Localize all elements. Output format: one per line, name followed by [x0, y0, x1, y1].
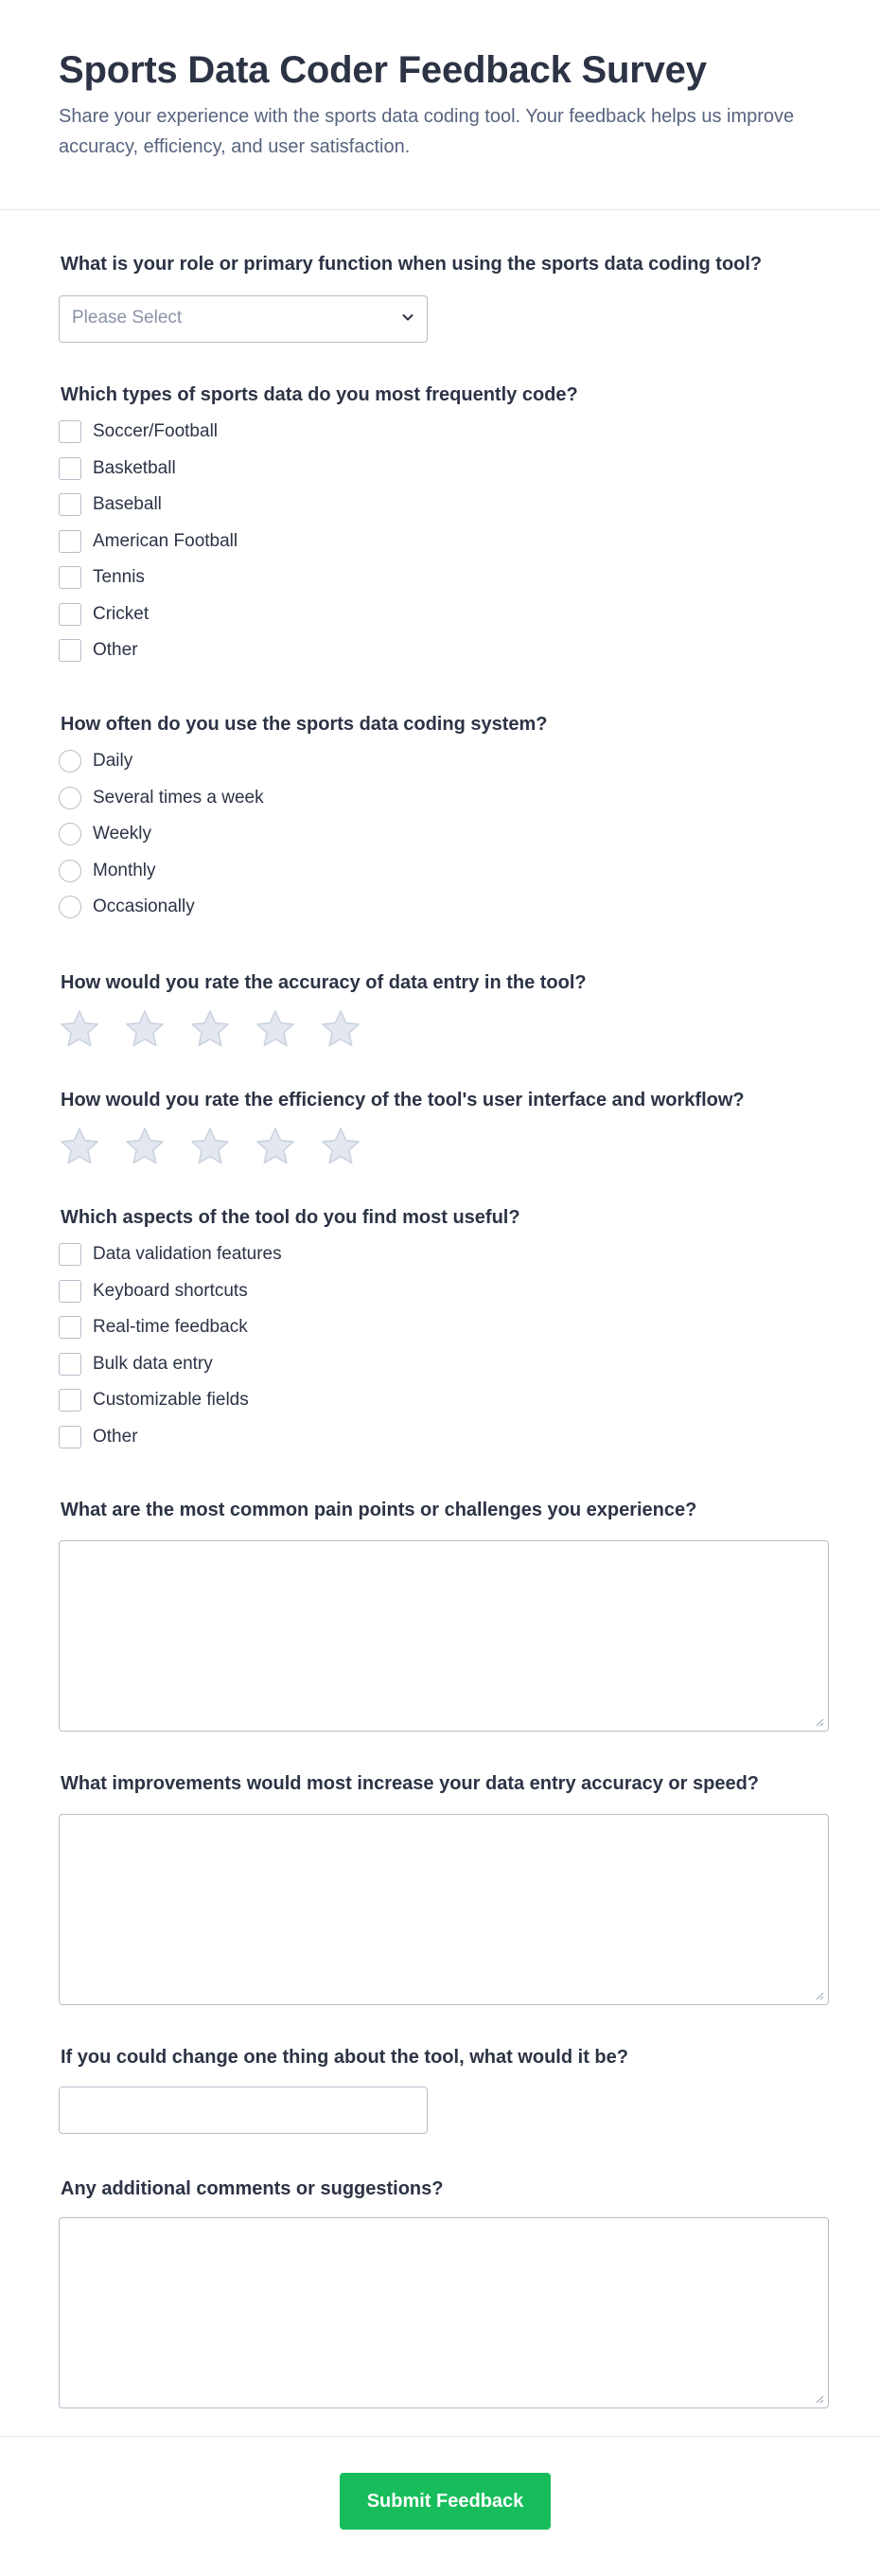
star-icon[interactable]	[124, 1008, 166, 1050]
radio-button[interactable]	[59, 823, 81, 845]
option-label: Occasionally	[93, 897, 195, 916]
sport-option[interactable]	[59, 529, 238, 554]
sport-option[interactable]	[59, 492, 162, 517]
option-label: Baseball	[93, 494, 162, 514]
option-label: Several times a week	[93, 787, 264, 808]
resize-grip-icon[interactable]	[815, 2394, 824, 2404]
star-icon[interactable]	[59, 1008, 100, 1050]
question-label: How would you rate the efficiency of the tool's user interface and workflow?	[61, 1090, 745, 1110]
option-label: Basketball	[93, 457, 176, 478]
radio-button[interactable]	[59, 896, 81, 918]
role-select[interactable]	[59, 295, 428, 343]
option-label: Monthly	[93, 860, 156, 880]
checkbox[interactable]	[59, 1389, 81, 1412]
option-label: Tennis	[93, 567, 145, 587]
checkbox[interactable]	[59, 1243, 81, 1266]
checkbox[interactable]	[59, 493, 81, 516]
checkbox[interactable]	[59, 603, 81, 626]
frequency-option[interactable]	[59, 749, 132, 773]
option-label: American Football	[93, 530, 238, 551]
star-icon[interactable]	[320, 1008, 361, 1050]
question-improvements	[59, 1773, 829, 1795]
question-sports	[59, 384, 829, 660]
option-label: Keyboard shortcuts	[93, 1280, 248, 1301]
star-icon[interactable]	[59, 1126, 100, 1167]
checkbox[interactable]	[59, 1426, 81, 1448]
aspect-option[interactable]	[59, 1279, 248, 1304]
question-accuracy	[59, 972, 829, 994]
question-label: Any additional comments or suggestions?	[61, 2178, 444, 2199]
checkbox[interactable]	[59, 566, 81, 589]
footer-divider	[0, 2436, 880, 2437]
frequency-option[interactable]	[59, 786, 264, 810]
option-label: Soccer/Football	[93, 421, 219, 441]
question-change-one-thing	[59, 2047, 829, 2069]
frequency-option[interactable]	[59, 822, 151, 846]
question-label: Which aspects of the tool do you find most useful?	[61, 1207, 520, 1228]
question-frequency	[59, 714, 829, 916]
frequency-option[interactable]	[59, 895, 195, 919]
checkbox[interactable]	[59, 420, 81, 443]
resize-grip-icon[interactable]	[815, 1717, 824, 1727]
question-aspects	[59, 1207, 829, 1447]
improvements-textarea[interactable]	[59, 1814, 829, 2005]
option-label: Bulk data entry	[93, 1353, 213, 1374]
question-additional-comments	[59, 2178, 829, 2200]
option-label: Other	[93, 1426, 138, 1447]
survey-header	[0, 0, 880, 210]
sport-option[interactable]	[59, 602, 149, 627]
radio-button[interactable]	[59, 750, 81, 773]
option-label: Other	[93, 640, 138, 660]
pain-points-textarea[interactable]	[59, 1540, 829, 1732]
aspect-option[interactable]	[59, 1242, 282, 1267]
question-efficiency	[59, 1090, 829, 1111]
question-role	[59, 254, 829, 328]
aspect-option[interactable]	[59, 1388, 249, 1412]
sport-option[interactable]	[59, 638, 138, 663]
checkbox[interactable]	[59, 1316, 81, 1339]
radio-button[interactable]	[59, 787, 81, 809]
star-icon[interactable]	[189, 1126, 231, 1167]
resize-grip-icon[interactable]	[815, 1991, 824, 2000]
radio-button[interactable]	[59, 860, 81, 882]
comments-textarea[interactable]	[59, 2217, 829, 2408]
option-label: Real-time feedback	[93, 1317, 248, 1337]
chevron-down-icon	[400, 310, 415, 325]
sport-option[interactable]	[59, 456, 176, 481]
star-icon[interactable]	[189, 1008, 231, 1050]
page-subtitle: Share your experience with the sports data coding tool. Your feedback helps us improve accuracy, efficiency, and user satisfaction.	[59, 106, 795, 157]
question-label: What are the most common pain points or challenges you experience?	[61, 1500, 697, 1520]
aspect-option[interactable]	[59, 1425, 138, 1449]
select-placeholder: Please Select	[72, 308, 183, 328]
option-label: Data validation features	[93, 1244, 282, 1264]
question-label: How would you rate the accuracy of data entry in the tool?	[61, 972, 587, 993]
aspect-option[interactable]	[59, 1315, 248, 1340]
question-label: If you could change one thing about the tool, what would it be?	[61, 2047, 628, 2068]
option-label: Cricket	[93, 603, 150, 624]
checkbox[interactable]	[59, 639, 81, 662]
option-label: Weekly	[93, 824, 151, 844]
star-icon[interactable]	[255, 1126, 296, 1167]
sport-option[interactable]	[59, 565, 145, 590]
question-label: How often do you use the sports data coding system?	[61, 714, 548, 735]
efficiency-rating	[59, 1126, 385, 1167]
question-label: What is your role or primary function when using the sports data coding tool?	[61, 254, 763, 275]
checkbox[interactable]	[59, 530, 81, 553]
aspect-option[interactable]	[59, 1352, 213, 1377]
question-label: Which types of sports data do you most frequently code?	[61, 384, 578, 405]
change-one-thing-input[interactable]	[59, 2087, 428, 2134]
checkbox[interactable]	[59, 457, 81, 480]
question-label: What improvements would most increase your data entry accuracy or speed?	[61, 1773, 759, 1794]
option-label: Daily	[93, 751, 133, 771]
question-pain-points	[59, 1500, 829, 1521]
accuracy-rating	[59, 1008, 385, 1050]
sport-option[interactable]	[59, 419, 218, 444]
star-icon[interactable]	[320, 1126, 361, 1167]
page-title: Sports Data Coder Feedback Survey	[59, 49, 707, 91]
checkbox[interactable]	[59, 1353, 81, 1376]
frequency-option[interactable]	[59, 859, 156, 883]
star-icon[interactable]	[124, 1126, 166, 1167]
star-icon[interactable]	[255, 1008, 296, 1050]
checkbox[interactable]	[59, 1280, 81, 1303]
option-label: Customizable fields	[93, 1390, 249, 1410]
submit-button[interactable]: Submit Feedback	[340, 2473, 551, 2530]
